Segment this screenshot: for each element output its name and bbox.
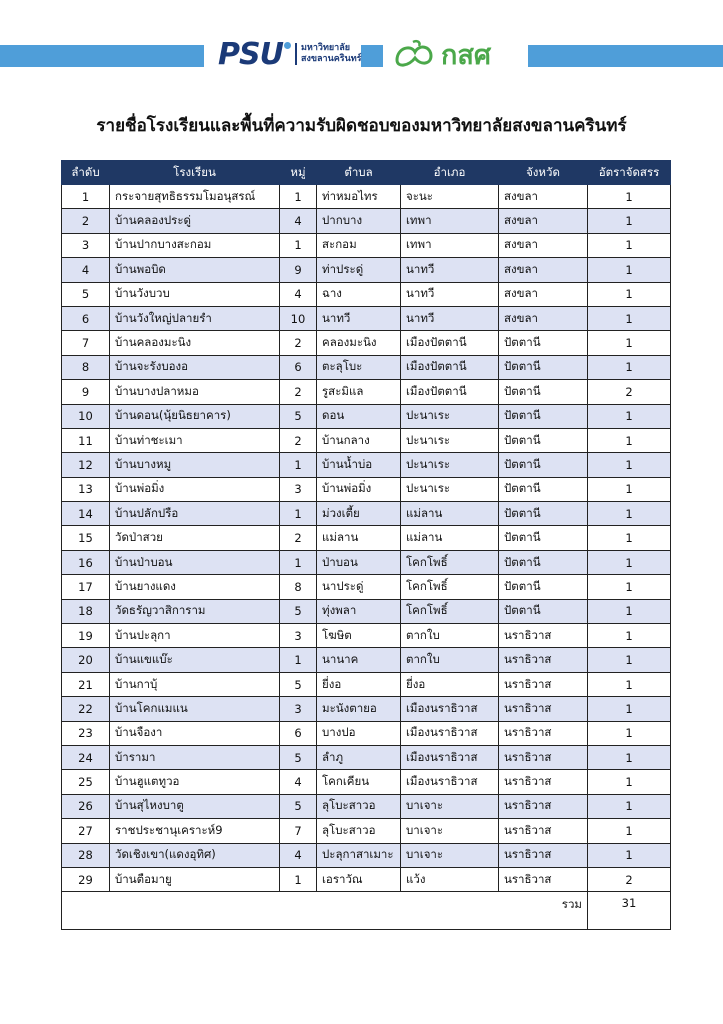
cell-allocation: 1 [588,477,671,501]
cell-allocation: 1 [588,770,671,794]
cell-province: ปัตตานี [499,477,588,501]
cell-number: 11 [62,428,110,452]
cell-number: 14 [62,502,110,526]
cell-subdistrict: บางปอ [317,721,401,745]
cell-school: บ้านจะรังบองอ [110,355,280,379]
cell-school: บ้านวังใหญ่ปลายรำ [110,306,280,330]
cell-province: ปัตตานี [499,331,588,355]
cell-number: 3 [62,233,110,257]
cell-province: นราธิวาส [499,697,588,721]
cell-allocation: 1 [588,550,671,574]
table-row [62,233,671,257]
cell-school: บ้านยางแดง [110,575,280,599]
cell-number: 22 [62,697,110,721]
schools-table [61,160,671,930]
cell-allocation: 1 [588,697,671,721]
psu-logo-mark: PSU [218,36,283,72]
cell-number: 10 [62,404,110,428]
cell-allocation: 2 [588,380,671,404]
cell-school: บ้านสุไหงบาตู [110,794,280,818]
cell-allocation: 1 [588,404,671,428]
table-row [62,306,671,330]
cell-district: แม่ลาน [401,526,499,550]
cell-subdistrict: ลุโบะสาวอ [317,819,401,843]
cell-number: 16 [62,550,110,574]
cell-village: 3 [280,477,317,501]
table-row [62,843,671,867]
cell-province: ปัตตานี [499,550,588,574]
cell-province: ปัตตานี [499,575,588,599]
column-header-province: จังหวัด [499,161,588,185]
table-row [62,331,671,355]
cell-province: นราธิวาส [499,794,588,818]
cell-school: บ้านพ่อมิ่ง [110,477,280,501]
cell-allocation: 1 [588,209,671,233]
cell-allocation: 1 [588,185,671,209]
cell-district: ยี่งอ [401,672,499,696]
cell-village: 1 [280,233,317,257]
cell-district: ตากใบ [401,624,499,648]
cell-allocation: 1 [588,306,671,330]
cell-village: 7 [280,819,317,843]
cell-school: บ้านดอน(นุ้ยนิธยาคาร) [110,404,280,428]
table-body [62,185,671,892]
cell-school: บ้ารามา [110,745,280,769]
cell-school: บ้านท่าชะเมา [110,428,280,452]
table-row [62,258,671,282]
cell-allocation: 2 [588,867,671,891]
cell-number: 17 [62,575,110,599]
cell-subdistrict: โคกเคียน [317,770,401,794]
cell-village: 9 [280,258,317,282]
header-accent-bar-right [528,45,723,67]
cell-village: 3 [280,697,317,721]
cell-school: บ้านจืองา [110,721,280,745]
cell-district: จะนะ [401,185,499,209]
table-row [62,453,671,477]
cell-number: 1 [62,185,110,209]
cell-village: 5 [280,599,317,623]
cell-district: ปะนาเระ [401,404,499,428]
column-header-school: โรงเรียน [110,161,280,185]
table-row [62,380,671,404]
header-accent-bar-middle [361,45,383,67]
cell-subdistrict: ท่าหมอไทร [317,185,401,209]
cell-subdistrict: ท่าประดู่ [317,258,401,282]
table-row [62,185,671,209]
cell-province: ปัตตานี [499,428,588,452]
cell-district: แม่ลาน [401,502,499,526]
cell-district: นาทวี [401,282,499,306]
cell-province: ปัตตานี [499,404,588,428]
cell-district: เมืองนราธิวาส [401,721,499,745]
cell-school: วัดเชิงเขา(แดงอุทิศ) [110,843,280,867]
cell-subdistrict: บ้านกลาง [317,428,401,452]
cell-province: ปัตตานี [499,453,588,477]
table-row [62,867,671,891]
cell-province: สงขลา [499,306,588,330]
header-row [62,161,671,185]
header-accent-bar-left [0,45,204,67]
cell-number: 29 [62,867,110,891]
table-row [62,209,671,233]
cell-subdistrict: ดอน [317,404,401,428]
cell-number: 20 [62,648,110,672]
cell-village: 6 [280,721,317,745]
cell-village: 5 [280,794,317,818]
cell-district: บาเจาะ [401,843,499,867]
tsri-logo-text: กสศ [441,39,491,71]
cell-number: 9 [62,380,110,404]
cell-school: บ้านกาบุ้ [110,672,280,696]
cell-allocation: 1 [588,745,671,769]
cell-village: 1 [280,867,317,891]
table-row [62,648,671,672]
cell-subdistrict: โฆษิต [317,624,401,648]
cell-district: เมืองนราธิวาส [401,745,499,769]
cell-district: โคกโพธิ์ [401,575,499,599]
cell-school: วัดธรัญวาสิการาม [110,599,280,623]
table-row [62,624,671,648]
cell-village: 2 [280,526,317,550]
psu-name-line2: สงขลานครินทร์ [300,54,362,64]
cell-province: ปัตตานี [499,380,588,404]
table-row [62,526,671,550]
cell-district: โคกโพธิ์ [401,599,499,623]
tsri-logo [393,36,491,72]
cell-province: สงขลา [499,258,588,282]
cell-village: 1 [280,502,317,526]
cell-village: 2 [280,331,317,355]
cell-province: นราธิวาส [499,745,588,769]
cell-province: นราธิวาส [499,721,588,745]
cell-number: 7 [62,331,110,355]
cell-school: บ้านป่าบอน [110,550,280,574]
cell-school: บ้านโคกแมแน [110,697,280,721]
table-row [62,819,671,843]
cell-village: 1 [280,648,317,672]
cell-number: 2 [62,209,110,233]
psu-logo-text [295,43,362,65]
cell-district: เมืองนราธิวาส [401,770,499,794]
cell-number: 13 [62,477,110,501]
cell-subdistrict: ยี่งอ [317,672,401,696]
cell-school: บ้านแขแบ๊ะ [110,648,280,672]
column-header-district: อำเภอ [401,161,499,185]
column-header-allocation: อัตราจัดสรร [588,161,671,185]
cell-school: บ้านปะลุกา [110,624,280,648]
cell-subdistrict: มะนังตายอ [317,697,401,721]
cell-district: ปะนาเระ [401,477,499,501]
cell-district: บาเจาะ [401,794,499,818]
cell-province: ปัตตานี [499,502,588,526]
tsri-leaf-icon [393,38,435,70]
cell-subdistrict: นาประดู่ [317,575,401,599]
cell-subdistrict: ปะลุกาสาเมาะ [317,843,401,867]
cell-subdistrict: สะกอม [317,233,401,257]
table-header [62,161,671,185]
cell-allocation: 1 [588,672,671,696]
column-header-village: หมู่ [280,161,317,185]
column-header-subdistrict: ตำบล [317,161,401,185]
cell-school: บ้านปลักปรือ [110,502,280,526]
table-row [62,745,671,769]
cell-village: 2 [280,380,317,404]
cell-subdistrict: ลุโบะสาวอ [317,794,401,818]
cell-province: นราธิวาส [499,770,588,794]
cell-village: 3 [280,624,317,648]
cell-allocation: 1 [588,502,671,526]
psu-logo [218,36,362,72]
cell-province: สงขลา [499,209,588,233]
cell-village: 4 [280,843,317,867]
table-row [62,502,671,526]
cell-school: วัดป่าสวย [110,526,280,550]
cell-district: เทพา [401,233,499,257]
table-row [62,428,671,452]
cell-subdistrict: รูสะมิแล [317,380,401,404]
table-row [62,550,671,574]
cell-district: ปะนาเระ [401,453,499,477]
table-row [62,477,671,501]
cell-subdistrict: นาทวี [317,306,401,330]
cell-allocation: 1 [588,526,671,550]
cell-allocation: 1 [588,794,671,818]
cell-village: 4 [280,282,317,306]
table-row [62,794,671,818]
cell-school: บ้านคลองประดู่ [110,209,280,233]
cell-allocation: 1 [588,233,671,257]
table-row [62,404,671,428]
cell-subdistrict: ปากบาง [317,209,401,233]
cell-number: 6 [62,306,110,330]
cell-subdistrict: ม่วงเตี้ย [317,502,401,526]
table-footer [62,892,671,930]
cell-allocation: 1 [588,575,671,599]
cell-district: แว้ง [401,867,499,891]
cell-subdistrict: ทุ่งพลา [317,599,401,623]
cell-subdistrict: บ้านพ่อมิ่ง [317,477,401,501]
cell-number: 18 [62,599,110,623]
table-row [62,770,671,794]
cell-district: เมืองปัตตานี [401,331,499,355]
cell-village: 2 [280,428,317,452]
cell-province: นราธิวาส [499,624,588,648]
cell-province: สงขลา [499,282,588,306]
cell-subdistrict: บ้านน้ำบ่อ [317,453,401,477]
table-row [62,721,671,745]
cell-allocation: 1 [588,624,671,648]
cell-subdistrict: คลองมะนิง [317,331,401,355]
cell-allocation: 1 [588,819,671,843]
cell-district: โคกโพธิ์ [401,550,499,574]
cell-allocation: 1 [588,428,671,452]
cell-subdistrict: แม่ลาน [317,526,401,550]
cell-allocation: 1 [588,453,671,477]
cell-allocation: 1 [588,258,671,282]
total-value: 31 [588,892,671,930]
cell-number: 23 [62,721,110,745]
cell-school: กระจายสุทธิธรรมโมอนุสรณ์ [110,185,280,209]
cell-allocation: 1 [588,282,671,306]
cell-village: 1 [280,550,317,574]
cell-subdistrict: นานาค [317,648,401,672]
cell-district: ปะนาเระ [401,428,499,452]
cell-district: ตากใบ [401,648,499,672]
cell-number: 8 [62,355,110,379]
table-row [62,575,671,599]
table-row [62,599,671,623]
cell-number: 19 [62,624,110,648]
cell-number: 26 [62,794,110,818]
table-row [62,672,671,696]
cell-village: 5 [280,745,317,769]
cell-allocation: 1 [588,599,671,623]
cell-number: 4 [62,258,110,282]
cell-province: นราธิวาส [499,843,588,867]
total-label: รวม [62,892,588,930]
cell-village: 10 [280,306,317,330]
cell-number: 28 [62,843,110,867]
cell-school: บ้านบางปลาหมอ [110,380,280,404]
cell-province: นราธิวาส [499,672,588,696]
cell-number: 25 [62,770,110,794]
cell-district: เมืองปัตตานี [401,380,499,404]
cell-district: เมืองนราธิวาส [401,697,499,721]
cell-province: นราธิวาส [499,819,588,843]
cell-district: เทพา [401,209,499,233]
cell-school: บ้านพอบิด [110,258,280,282]
cell-number: 27 [62,819,110,843]
cell-district: นาทวี [401,258,499,282]
cell-village: 1 [280,453,317,477]
cell-school: บ้านฮูแตทูวอ [110,770,280,794]
cell-subdistrict: ตะลุโบะ [317,355,401,379]
cell-number: 21 [62,672,110,696]
table-row [62,282,671,306]
cell-number: 5 [62,282,110,306]
cell-allocation: 1 [588,843,671,867]
cell-allocation: 1 [588,355,671,379]
cell-school: บ้านตือมายู [110,867,280,891]
column-header-number: ลำดับ [62,161,110,185]
cell-allocation: 1 [588,648,671,672]
cell-subdistrict: ลำภู [317,745,401,769]
cell-subdistrict: ฉาง [317,282,401,306]
cell-allocation: 1 [588,331,671,355]
cell-school: บ้านบางหมู [110,453,280,477]
cell-school: บ้านคลองมะนิง [110,331,280,355]
cell-school: บ้านปากบางสะกอม [110,233,280,257]
cell-number: 15 [62,526,110,550]
cell-province: นราธิวาส [499,867,588,891]
cell-province: นราธิวาส [499,648,588,672]
cell-district: เมืองปัตตานี [401,355,499,379]
cell-village: 4 [280,770,317,794]
cell-village: 5 [280,404,317,428]
cell-subdistrict: เอราวัณ [317,867,401,891]
psu-logo-dot [284,42,291,49]
psu-name-line1: มหาวิทยาลัย [300,43,350,53]
cell-province: สงขลา [499,185,588,209]
cell-school: ราชประชานุเคราะห์9 [110,819,280,843]
cell-number: 24 [62,745,110,769]
cell-number: 12 [62,453,110,477]
cell-subdistrict: ป่าบอน [317,550,401,574]
cell-district: นาทวี [401,306,499,330]
document-title: รายชื่อโรงเรียนและพื้นที่ความรับผิดชอบของมหาวิทยาลัยสงขลานครินทร์ [96,116,627,136]
table-row [62,697,671,721]
table-row [62,355,671,379]
cell-village: 5 [280,672,317,696]
cell-province: ปัตตานี [499,355,588,379]
cell-province: สงขลา [499,233,588,257]
cell-province: ปัตตานี [499,599,588,623]
cell-village: 4 [280,209,317,233]
cell-village: 8 [280,575,317,599]
cell-province: ปัตตานี [499,526,588,550]
cell-district: บาเจาะ [401,819,499,843]
total-row [62,892,671,930]
cell-school: บ้านวังบวบ [110,282,280,306]
cell-allocation: 1 [588,721,671,745]
cell-village: 1 [280,185,317,209]
cell-village: 6 [280,355,317,379]
